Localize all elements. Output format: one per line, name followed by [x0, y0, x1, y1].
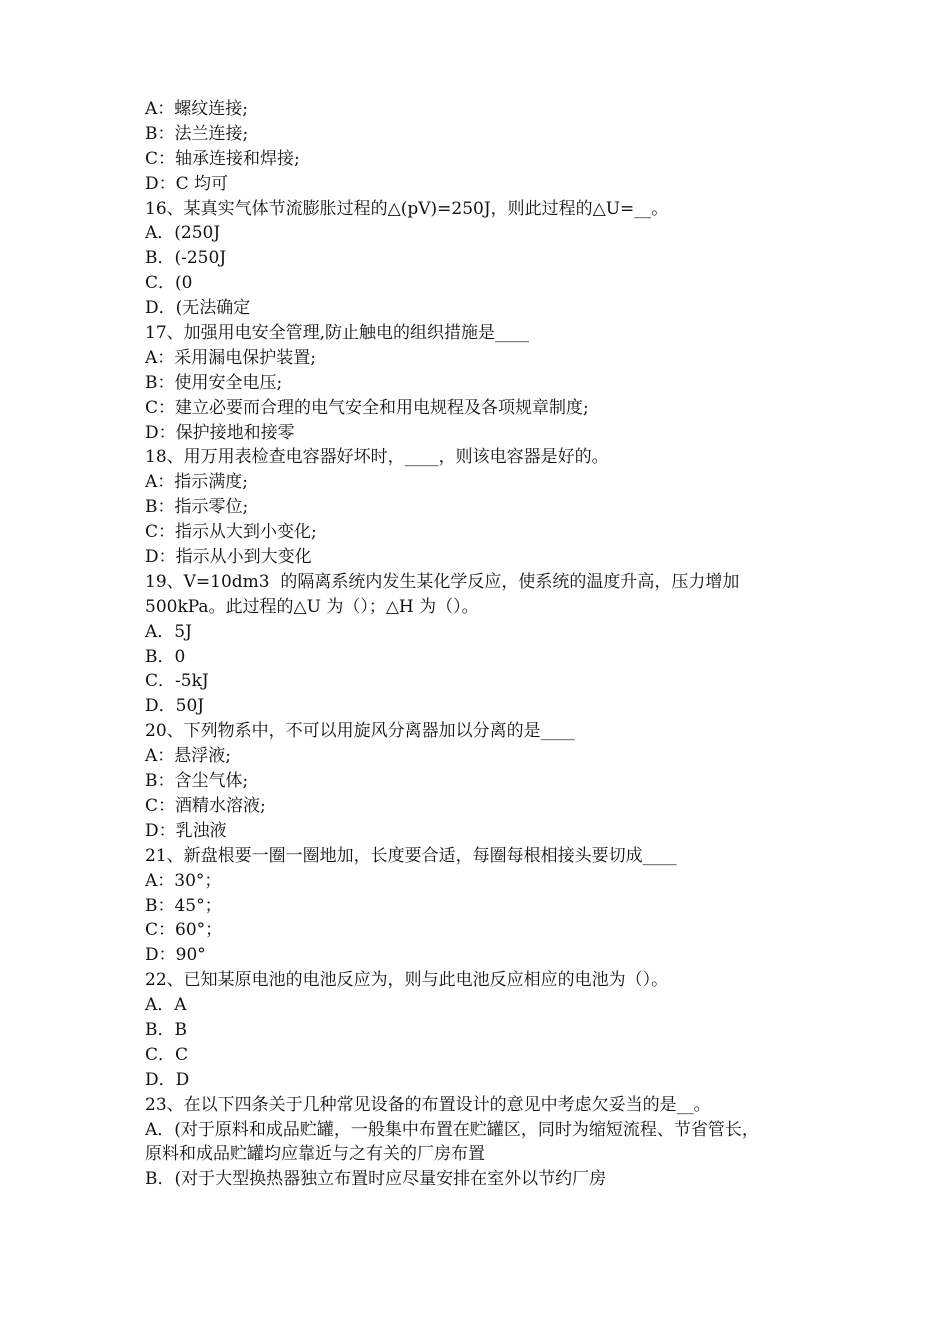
- document-line: 22、已知某原电池的电池反应为，则与此电池反应相应的电池为（）。: [145, 970, 669, 991]
- document-line: D．(无法确定: [145, 298, 251, 319]
- document-line: D：C 均可: [145, 173, 229, 194]
- document-line: D．50J: [145, 696, 205, 717]
- document-line: A：指示满度;: [145, 472, 249, 493]
- document-line: 19、V=10dm3 的隔离系统内发生某化学反应，使系统的温度升高，压力增加: [145, 571, 740, 592]
- document-line: C．C: [145, 1044, 189, 1065]
- document-line: 21、新盘根要一圈一圈地加，长度要合适，每圈每根相接头要切成____: [145, 845, 677, 866]
- document-line: 23、在以下四条关于几种常见设备的布置设计的意见中考虑欠妥当的是__。: [145, 1094, 711, 1115]
- document-line: 17、加强用电安全管理,防止触电的组织措施是____: [145, 323, 530, 344]
- document-line: A：悬浮液;: [145, 746, 232, 767]
- document-line: B：法兰连接;: [145, 123, 249, 144]
- document-line: 18、用万用表检查电容器好坏时，____，则该电容器是好的。: [145, 447, 609, 468]
- document-line: C．-5kJ: [145, 671, 209, 692]
- document-line: 500kPa。此过程的△U 为（）；△H 为（）。: [145, 596, 479, 617]
- document-line: A．A: [145, 995, 187, 1016]
- document-line: B．0: [145, 646, 186, 667]
- document-line: B．B: [145, 1019, 187, 1040]
- document-line: 20、下列物系中，不可以用旋风分离器加以分离的是____: [145, 721, 575, 742]
- document-line: B：使用安全电压;: [145, 372, 283, 393]
- document-line: A：螺纹连接;: [145, 99, 249, 119]
- document-line: B：含尘气体;: [145, 771, 249, 792]
- document-line: B．(对于大型换热器独立布置时应尽量安排在室外以节约厂房: [145, 1169, 607, 1190]
- document-line: C：轴承连接和焊接;: [145, 148, 300, 169]
- document-line: C：60°；: [145, 920, 223, 941]
- document-line: 16、某真实气体节流膨胀过程的△(pV)=250J，则此过程的△U=__。: [145, 198, 669, 219]
- document-line: D：保护接地和接零: [145, 422, 295, 443]
- document-line: B：指示零位;: [145, 497, 249, 518]
- document-body: [145, 97, 805, 1192]
- document-line: A．(对于原料和成品贮罐，一般集中布置在贮罐区，同时为缩短流程、节省管长，: [145, 1119, 759, 1140]
- document-line: A：采用漏电保护装置;: [145, 347, 317, 368]
- document-line: C．(0: [145, 273, 193, 294]
- document-line: A．(250J: [145, 223, 221, 244]
- document-line: C：指示从大到小变化;: [145, 522, 317, 543]
- document-line: A．5J: [145, 621, 192, 642]
- document-line: B：45°；: [145, 895, 222, 916]
- document-line: D．D: [145, 1069, 190, 1090]
- document-line: B．(-250J: [145, 248, 227, 269]
- document-line: D：90°: [145, 945, 206, 966]
- document-line: A：30°；: [145, 870, 222, 891]
- document-line: C：建立必要而合理的电气安全和用电规程及各项规章制度;: [145, 397, 589, 418]
- document-line: D：指示从小到大变化: [145, 547, 312, 568]
- document-line: C：酒精水溶液;: [145, 795, 266, 816]
- document-line: D：乳浊液: [145, 820, 227, 841]
- document-line: 原料和成品贮罐均应靠近与之有关的厂房布置: [145, 1144, 485, 1165]
